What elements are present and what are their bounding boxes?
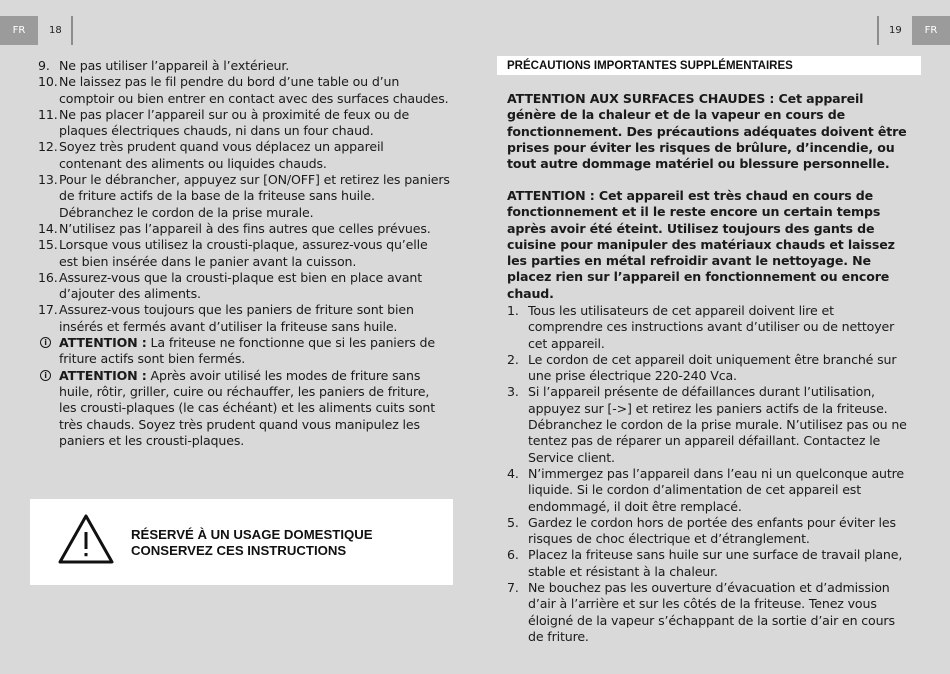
list-item: 17. Assurez-vous toujours que les paniers de friture sont bien insérés et fermés avant d’utiliser la friteuse sans huile. (38, 302, 414, 334)
left-instruction-list (38, 58, 450, 335)
list-item: 1. Tous les utilisateurs de cet appareil doivent lire et comprendre ces instructions avant d’utiliser ou de nettoyer cet appareil. (507, 303, 895, 351)
language-tab-right: FR (912, 16, 950, 45)
list-item: 14. N’utilisez pas l’appareil à des fins autres que celles prévues. (38, 220, 431, 236)
info-icon: i (40, 370, 51, 381)
warning-text: RÉSERVÉ À UN USAGE DOMESTIQUE CONSERVEZ CES INSTRUCTIONS (131, 527, 373, 558)
list-item: 11. Ne pas placer l’appareil sur ou à proximité de feux ou de plaques électriques chauds, ni dans un four chaud. (38, 106, 410, 139)
list-item: 10. Ne laissez pas le fil pendre du bord d’une table ou d’un comptoir ou bien entrer en contact avec des surfaces chaudes. (38, 74, 449, 106)
list-item: 3. Si l’appareil présente de défaillances durant l’utilisation, appuyez sur [->] et retirez les paniers actifs de la friteuse. Débranchez le cordon de la prise murale. N’utilisez pas ou ne tentez pas de réparer un appareil défaillant. Contactez le Service client. (507, 384, 907, 465)
hot-device-warning: ATTENTION : Cet appareil est très chaud en cours de fonctionnement et il le reste encore un certain temps après avoir été éteint. Utilisez toujours des gants de cuisine pour manipuler des matériaux chauds et laissez les parties en métal refroidir avant le nettoyage. Ne placez rien sur l’appareil en fonctionnement ou encore chaud. (507, 188, 895, 301)
attention-note: i ATTENTION : La friteuse ne fonctionne que si les paniers de friture actifs sont bien fermés. (38, 335, 450, 368)
right-instruction-list (507, 303, 912, 645)
section-heading: PRÉCAUTIONS IMPORTANTES SUPPLÉMENTAIRES (497, 56, 921, 75)
domestic-use-warning-box (30, 499, 453, 585)
divider-left (71, 16, 73, 45)
list-item: 4. N’immergez pas l’appareil dans l’eau ni un quelconque autre liquide. Si le cordon d’alimentation de cet appareil est endommagé, il doit être remplacé. (507, 465, 905, 514)
page-number-right: 19 (889, 25, 902, 36)
list-item: 15. Lorsque vous utilisez la crousti-plaque, assurez-vous qu’elle est bien insérée dans le panier avant la cuisson. (38, 237, 428, 269)
warning-triangle-icon (57, 513, 115, 565)
left-column (38, 58, 450, 449)
list-item: 16. Assurez-vous que la crousti-plaque est bien en place avant d’ajouter des aliments. (38, 269, 423, 302)
list-item: 6. Placez la friteuse sans huile sur une surface de travail plane, stable et résistant à la chaleur. (507, 547, 903, 579)
divider-right (877, 16, 879, 45)
language-tab-left: FR (0, 16, 38, 45)
right-instruction-list-wrap (507, 303, 912, 645)
list-item: 2. Le cordon de cet appareil doit uniquement être branché sur une prise électrique 220-240 Vca. (507, 351, 897, 384)
list-item: 12. Soyez très prudent quand vous déplacez un appareil contenant des aliments ou liquides chauds. (38, 139, 384, 171)
list-item: 9. Ne pas utiliser l’appareil à l’extérieur. (38, 58, 290, 73)
info-icon: i (40, 337, 51, 348)
page-number-left: 18 (49, 25, 62, 36)
hot-surfaces-warning: ATTENTION AUX SURFACES CHAUDES : Cet appareil génère de la chaleur et de la vapeur en cours de fonctionnement. Des précautions adéquates doivent être prises pour éviter les risques de brûlure, d’incendie, ou tout autre dommage matériel ou blessure personnelle. (507, 91, 907, 172)
list-item: 7. Ne bouchez pas les ouverture d’évacuation et d’admission d’air à l’arrière et sur les côtés de la friteuse. Tenez vous éloigné de la vapeur s’échappant de la sortie d’air en cours de friture. (507, 580, 895, 644)
list-item: 13. Pour le débrancher, appuyez sur [ON/OFF] et retirez les paniers de friture actifs de la base de la friteuse sans huile. Débranchez le cordon de la prise murale. (38, 172, 450, 220)
list-item: 5. Gardez le cordon hors de portée des enfants pour éviter les risques de choc électrique et d’étranglement. (507, 514, 896, 547)
attention-note: i ATTENTION : Après avoir utilisé les modes de friture sans huile, rôtir, griller, cuire ou réchauffer, les paniers de friture, les crousti-plaques (le cas échéant) et les aliments cuits sont très chauds. Soyez très prudent quand vous manipulez les paniers et les crousti-plaques. (38, 368, 450, 449)
